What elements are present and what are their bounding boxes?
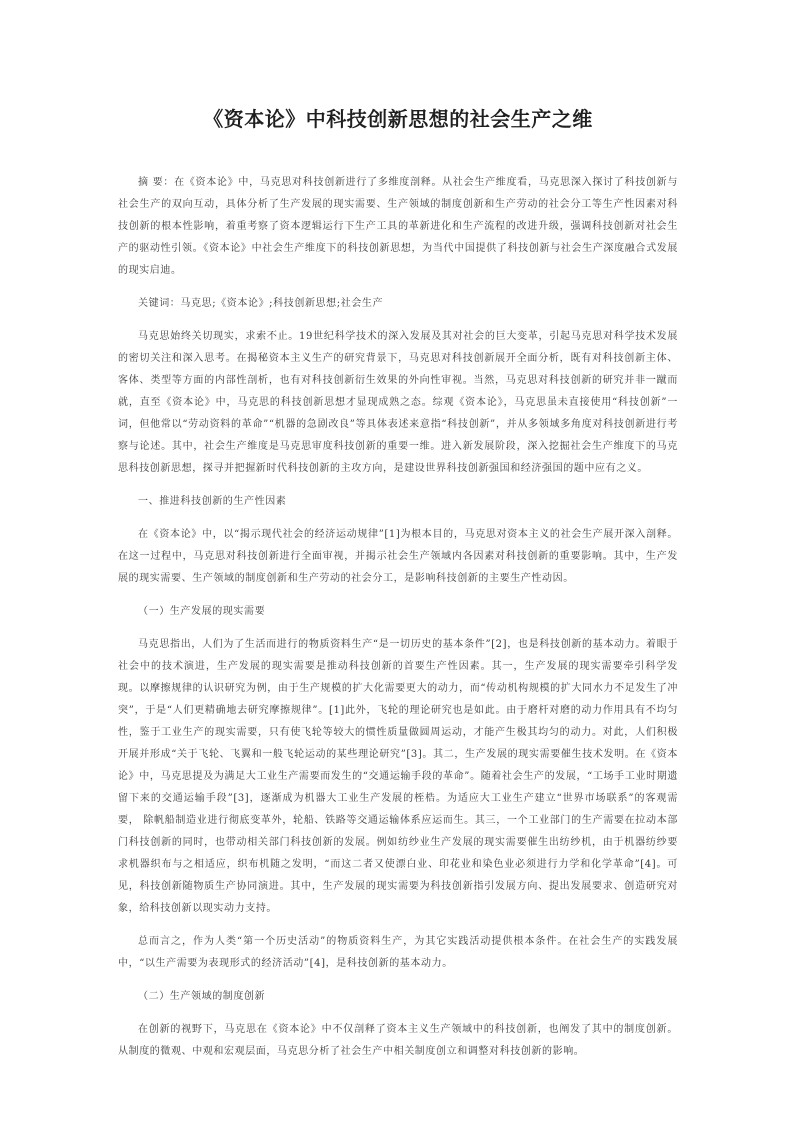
abstract-text: 在《资本论》中，马克思对科技创新进行了多维度剖释。从社会生产维度看，马克思深入探讨了科技创新与社会生产的双向互动，具体分析了生产发展的现实需要、生产领域的制度创新和生产劳动的社会分工等生产性因素对科技创新的根本性影响，着重考察了资本逻辑运行下生产工具的革新进化和生产流程的改进升级，强调科技创新对社会生产的驱动性引领。《资本论》中社会生产维度下的科技创新思想，为当代中国提供了科技创新与社会生产深度融合式发展的现实启迪。: [118, 177, 678, 276]
abstract-label: 摘 要：: [138, 177, 175, 188]
keywords-text: 马克思;《资本论》;科技创新思想;社会生产: [180, 298, 384, 309]
section1-intro-paragraph: 在《资本论》中，以“揭示现代社会的经济运动规律”[1]为根本目的，马克思对资本主义的社会生产展开深入剖释。在这一过程中，马克思对科技创新进行全面审视，并揭示社会生产领域内各因素对科技创新的重要影响。其中，生产发展的现实需要、生产领域的制度创新和生产劳动的社会分工，是影响科技创新的主要生产性动因。: [118, 529, 678, 584]
subsection2-paragraph-1: 在创新的视野下，马克思在《资本论》中不仅剖释了资本主义生产领域中的科技创新，也阐发了其中的制度创新。从制度的微观、中观和宏观层面，马克思分析了社会生产中相关制度创立和调整对科技创新的影响。: [118, 1024, 678, 1057]
abstract: [118, 172, 678, 282]
subsection1-paragraph-2: 总而言之，作为人类“第一个历史活动”的物质资料生产，为其它实践活动提供根本条件。在社会生产的实践发展中，“以生产需要为表现形式的经济活动”[4]，是科技创新的基本动力。: [118, 936, 678, 969]
keywords-label: 关键词：: [138, 298, 181, 309]
intro-paragraph: 马克思始终关切现实，求索不止。19世纪科学技术的深入发展及其对社会的巨大变革，引起马克思对科学技术发展的密切关注和深入思考。在揭秘资本主义生产的研究背景下，马克思对科技创新展开全面分析，既有对科技创新主体、客体、类型等方面的内部性剖析，也有对科技创新衍生效果的外向性审视。当然，马克思对科技创新的研究并非一蹴而就，直至《资本论》中，马克思的科技创新思想才显现成熟之态。综观《资本论》，马克思虽未直接使用“科技创新”一词，但他常以“劳动资料的革命”“机器的急剧改良”等具体表述来意指“科技创新”，并从多领域多角度对科技创新进行考察与论述。其中，社会生产维度是马克思审度科技创新的重要一维。进入新发展阶段，深入挖掘社会生产维度下的马克思科技创新思想，探寻并把握新时代科技创新的主攻方向，是建设世界科技创新强国和经济强国的题中应有之义。: [118, 331, 678, 474]
subsection1-paragraph-1: 马克思指出，人们为了生活而进行的物质资料生产“是一切历史的基本条件”[2]，也是科技创新的基本动力。着眼于社会中的技术演进，生产发展的现实需要是推动科技创新的首要生产性因素。其一，生产发展的现实需要牵引科学发现。以摩擦规律的认识研究为例，由于生产规模的扩大化需要更大的动力，而“传动机构规模的扩大同水力不足发生了冲突”，于是“人们更精确地去研究摩擦规律”。[1]此外，飞轮的理论研究也是如此。由于磨杆对磨的动力作用具有不均匀性，鉴于工业生产的现实需要，只有使飞轮等较大的惯性质量做圆周运动，才能产生极其均匀的动力。对此，人们积极开展并形成“关于飞轮、飞翼和一般飞轮运动的某些理论研究”[3]。其二，生产发展的现实需要催生技术发明。在《资本论》中，马克思提及为满足大工业生产需要而发生的“交通运输手段的革命”。随着社会生产的发展，“工场手工业时期遗留下来的交通运输手段”[3]，逐渐成为机器大工业生产发展的桎梏。为适应大工业生产建立“世界市场联系”的客观需要， 除帆船制造业进行彻底变革外，轮船、铁路等交通运输体系应运而生。其三，一个工业部门的生产需要在拉动本部门科技创新的同时，也带动相关部门科技创新的发展。例如纺纱业生产发展的现实需要催生出纺纱机，由于机器纺纱要求机器织布与之相适应，织布机随之发明，“而这二者又使漂白业、印花业和染色业必须进行力学和化学革命”[4]。可见，科技创新随物质生产协同演进。其中，生产发展的现实需要为科技创新指引发展方向、提出发展要求、创造研究对象，给科技创新以现实动力支持。: [118, 639, 678, 914]
paper-body: [118, 172, 678, 1074]
section-heading-1: 一、推进科技创新的生产性因素: [138, 496, 287, 507]
subsection-heading-1: （一）生产发展的现实需要: [138, 606, 266, 617]
keywords: [118, 293, 678, 315]
subsection-heading-2: （二）生产领域的制度创新: [138, 991, 266, 1002]
paper-title: 《资本论》中科技创新思想的社会生产之维: [203, 107, 593, 131]
